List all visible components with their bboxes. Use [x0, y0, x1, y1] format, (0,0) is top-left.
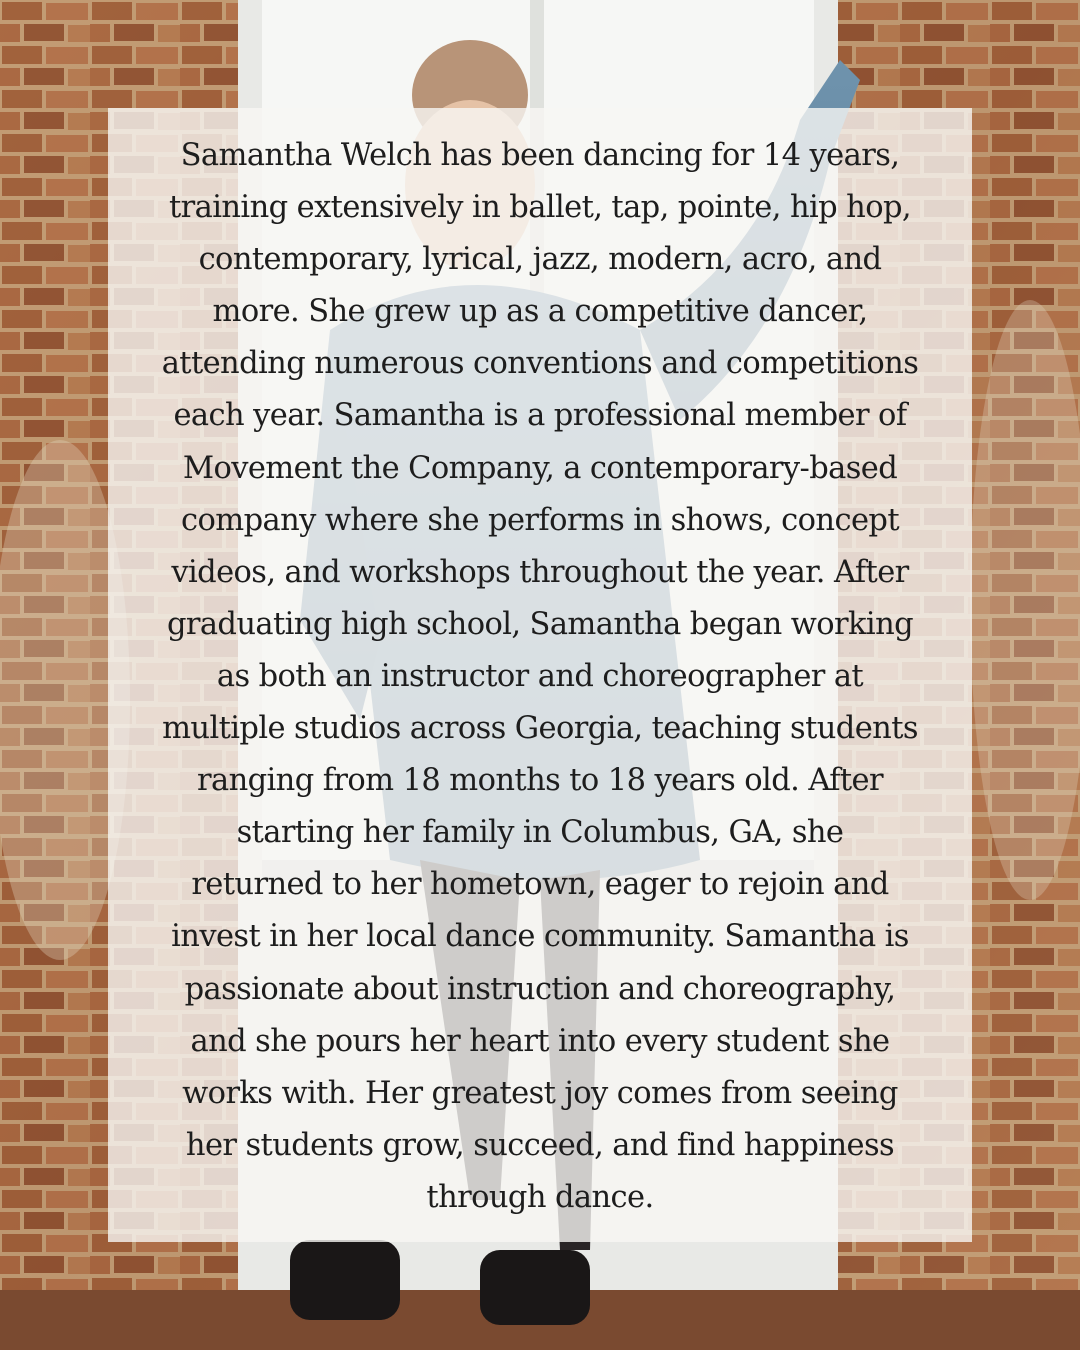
- bio-line: as both an instructor and choreographer at: [216, 658, 864, 694]
- bio-line: company where she performs in shows, concept: [181, 502, 899, 538]
- bio-line: contemporary, lyrical, jazz, modern, acro, and: [198, 242, 882, 278]
- bio-line: multiple studios across Georgia, teaching students: [162, 711, 918, 747]
- bio-line: passionate about instruction and choreography,: [184, 971, 896, 1007]
- bio-line: works with. Her greatest joy comes from seeing: [182, 1075, 898, 1111]
- bio-line: her students grow, succeed, and find happiness: [185, 1127, 895, 1163]
- bio-line: Samantha Welch has been dancing for 14 years,: [180, 138, 900, 173]
- bio-line: starting her family in Columbus, GA, she: [236, 815, 844, 851]
- bio-line: training extensively in ballet, tap, pointe, hip hop,: [169, 190, 911, 226]
- bio-line: through dance.: [426, 1179, 654, 1215]
- bio-line: invest in her local dance community. Samantha is: [171, 919, 909, 955]
- bio-line: graduating high school, Samantha began working: [166, 606, 914, 642]
- bio-line: more. She grew up as a competitive dancer,: [212, 294, 868, 330]
- bio-line: attending numerous conventions and competitions: [161, 346, 919, 382]
- bio-line: Movement the Company, a contemporary-based: [182, 450, 898, 486]
- bio-card: [108, 108, 972, 1242]
- bio-line: each year. Samantha is a professional member of: [173, 398, 907, 434]
- bio-text: [122, 130, 958, 1224]
- bio-line: ranging from 18 months to 18 years old. After: [197, 763, 883, 799]
- bio-line: returned to her hometown, eager to rejoin and: [191, 867, 889, 903]
- bio-line: and she pours her heart into every student she: [190, 1023, 890, 1059]
- bio-line: videos, and workshops throughout the year. After: [171, 554, 909, 590]
